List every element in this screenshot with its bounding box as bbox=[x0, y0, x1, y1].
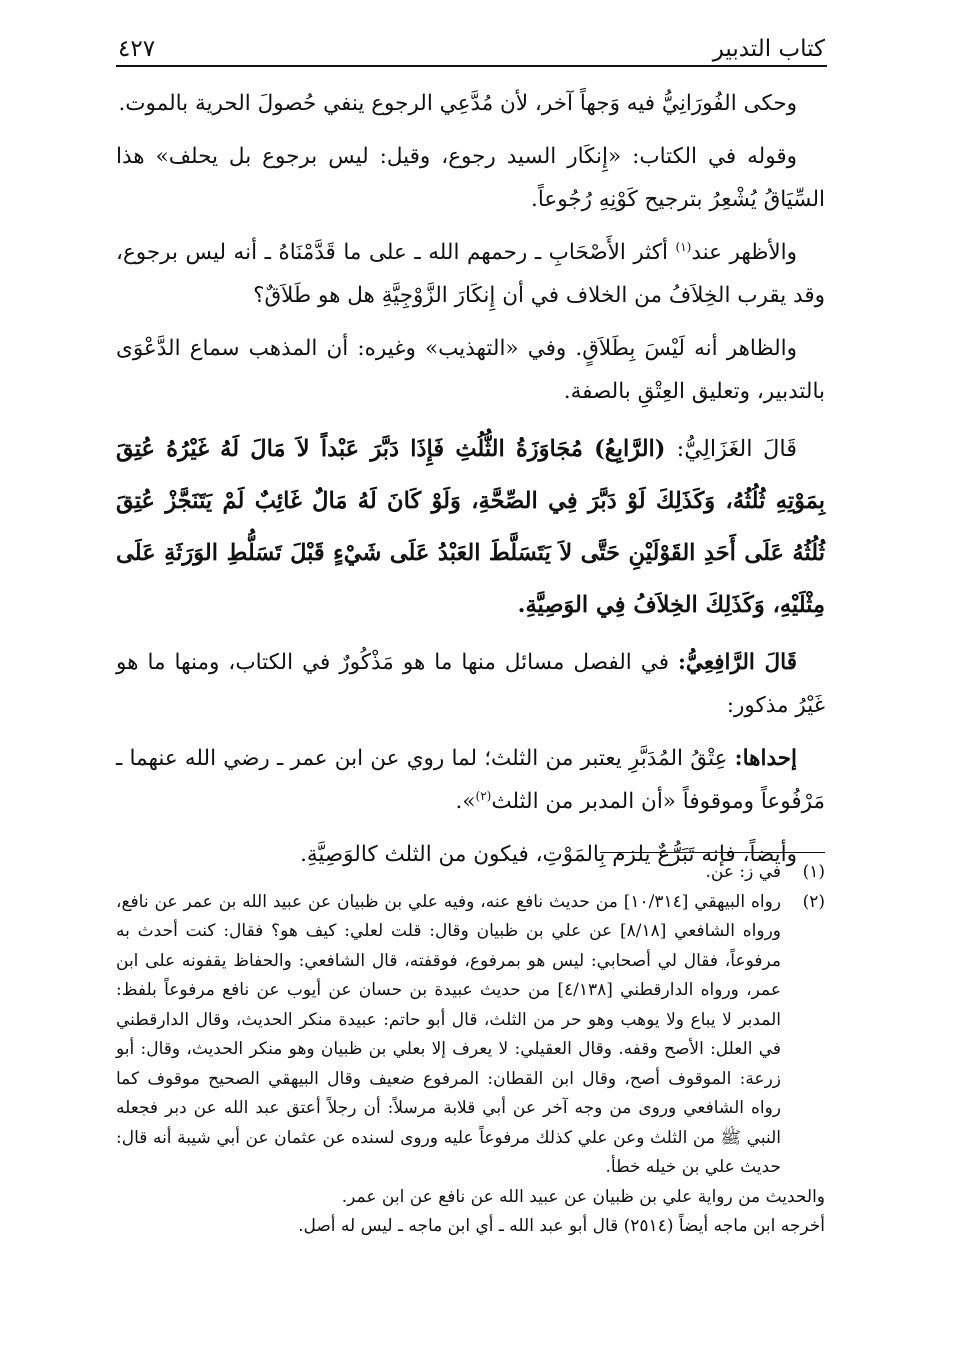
paragraph-3 bbox=[116, 231, 825, 317]
paragraph-6-end: ». bbox=[455, 789, 476, 814]
footnote-ref-2: (٢) bbox=[475, 788, 492, 803]
footnote-1 bbox=[116, 858, 825, 888]
quote-text: (الرَّابِعُ) مُجَاوَزَةُ الثُّلُثِ فَإِذَا دَبَّرَ عَبْداً لاَ مَالَ لَهُ غَيْرُهُ عُتِقَ بِمَوْتِهِ ثُلُثُهُ، وَكَذَلِكَ لَوْ دَبَّرَ فِي الصِّحَّةِ، وَلَوْ كَانَ لَهُ مَالٌ غَائِبٌ لَمْ يَتَنَجَّزْ عُتِقَ ثُلُثُهُ عَلَى أَحَدِ القَوْلَيْنِ حَتَّى لاَ يَتَسَلَّطَ العَبْدُ عَلَى شَيْءٍ قَبْلَ تَسَلُّطِ الوَرَثَةِ عَلَى مِثْلَيْهِ، وَكَذَلِكَ الخِلاَفُ فِي الوَصِيَّةِ. bbox=[116, 436, 825, 618]
paragraph-6 bbox=[116, 737, 825, 823]
footnote-2-continuation-1: والحديث من رواية علي بن ظبيان عن عبيد الله عن نافع عن ابن عمر. bbox=[341, 1186, 825, 1207]
rafii-speaker: قَالَ الرَّافِعِيُّ: bbox=[678, 650, 797, 675]
footnote-1-text: في ز: عن. bbox=[705, 862, 781, 882]
paragraph-3-rest: أكثر الأَصْحَابِ ـ رحمهم الله ـ على ما قَدَّمْنَاهُ ـ أنه ليس برجوع، وقد يقرب الخِلاَفُ من الخلاف في أن إِنكَارَ الزَّوْجِيَّةِ هل هو طَلاَقٌ؟ bbox=[116, 240, 825, 308]
paragraph-4: والظاهر أنه لَيْسَ بِطَلاَقٍ. وفي «التهذيب» وغيره: أن المذهب سماع الدَّعْوَى بالتدبير، وتعليق العِتْقِ بالصفة. bbox=[116, 336, 825, 404]
paragraph-5 bbox=[116, 641, 825, 727]
page-header bbox=[118, 28, 825, 62]
paragraph-3-start: والأظهر عند bbox=[691, 240, 797, 265]
paragraph-6-text: عِتْقُ المُدَبَّرِ يعتبر من الثلث؛ لما روي عن ابن عمر ـ رضي الله عنهما ـ مَرْفُوعاً وموقوفاً «أن المدبر من الثلث bbox=[116, 746, 825, 814]
footnote-2 bbox=[116, 888, 825, 1183]
header-rule bbox=[116, 65, 827, 67]
footnote-2-number: (٢) bbox=[802, 891, 825, 912]
paragraph-1: وحكى الفُورَانِيُّ فيه وَجهاً آخر، لأن مُدَّعِي الرجوع ينفي حُصولَ الحرية بالموت. bbox=[118, 91, 797, 116]
footnote-1-number: (١) bbox=[802, 862, 825, 882]
ghazali-quote bbox=[116, 423, 825, 631]
paragraph-5-text: في الفصل مسائل منها ما هو مَذْكُورٌ في الكتاب، ومنها ما هو غَيْرُ مذكور: bbox=[116, 650, 825, 718]
chapter-title: كتاب التدبير bbox=[712, 36, 825, 62]
page-number: ٤٢٧ bbox=[118, 36, 156, 62]
first-issue-label: إحداها: bbox=[734, 746, 797, 771]
paragraph-7: وأيضاً، فإنه تَبَرُّعٌ يلزم بِالمَوْتِ، فيكون من الثلث كالوَصِيَّةِ. bbox=[300, 842, 797, 867]
main-text bbox=[116, 82, 825, 886]
footnote-2-continuation-2: أخرجه ابن ماجه أيضاً (٢٥١٤) قال أبو عبد الله ـ أي ابن ماجه ـ ليس له أصل. bbox=[298, 1216, 825, 1236]
paragraph-2: وقوله في الكتاب: «إِنكَار السيد رجوع، وقيل: ليس برجوع بل يحلف» هذا السِّيَاقُ يُشْعِرُ بترجيح كَوْنِهِ رُجُوعاً. bbox=[116, 144, 825, 212]
quote-speaker: قَالَ الغَزَالِيُّ: bbox=[676, 436, 797, 462]
footnote-rule bbox=[600, 852, 825, 853]
footnote-ref-1: (١) bbox=[675, 239, 692, 254]
footnotes bbox=[116, 858, 825, 1242]
footnote-2-text: رواه البيهقي [١٠/٣١٤] من حديث نافع عنه، وفيه علي بن ظبيان عن عبيد الله بن عمر عن نافع، ورواه الشافعي [٨/١٨] عن علي بن ظبيان وقال: قلت لعلي: كيف هو؟ فقال: كنت أحدث به مرفوعاً، فقال لي أصحابي: ليس هو بمرفوع، فوقفته، قال الشافعي: والحفاظ يقفونه على ابن عمر، ورواه الدارقطني [٤/١٣٨] من حديث عبيدة بن حسان عن أيوب عن نافع مرفوعاً بلفظ: المدبر لا يباع ولا يوهب وهو حر من الثلث، قال أبو حاتم: عبيدة منكر الحديث، وقال الدارقطني في العلل: الأصح وقفه. وقال العقيلي: لا يعرف إلا بعلي بن ظبيان وهو منكر الحديث، وقال: أبو زرعة: الموقوف أصح، وقال ابن القطان: المرفوع ضعيف وقال البيهقي الصحيح موقوف كما رواه الشافعي وروى من وجه آخر عن أبي قلابة مرسلاً: أن رجلاً أعتق عبد الله عن دبر فجعله النبي ﷺ من الثلث وعن علي كذلك مرفوعاً عليه وروى لسنده عن عثمان عن أبي شيبة أنه قال: حديث علي بن خيله خطأ. bbox=[116, 891, 781, 1177]
